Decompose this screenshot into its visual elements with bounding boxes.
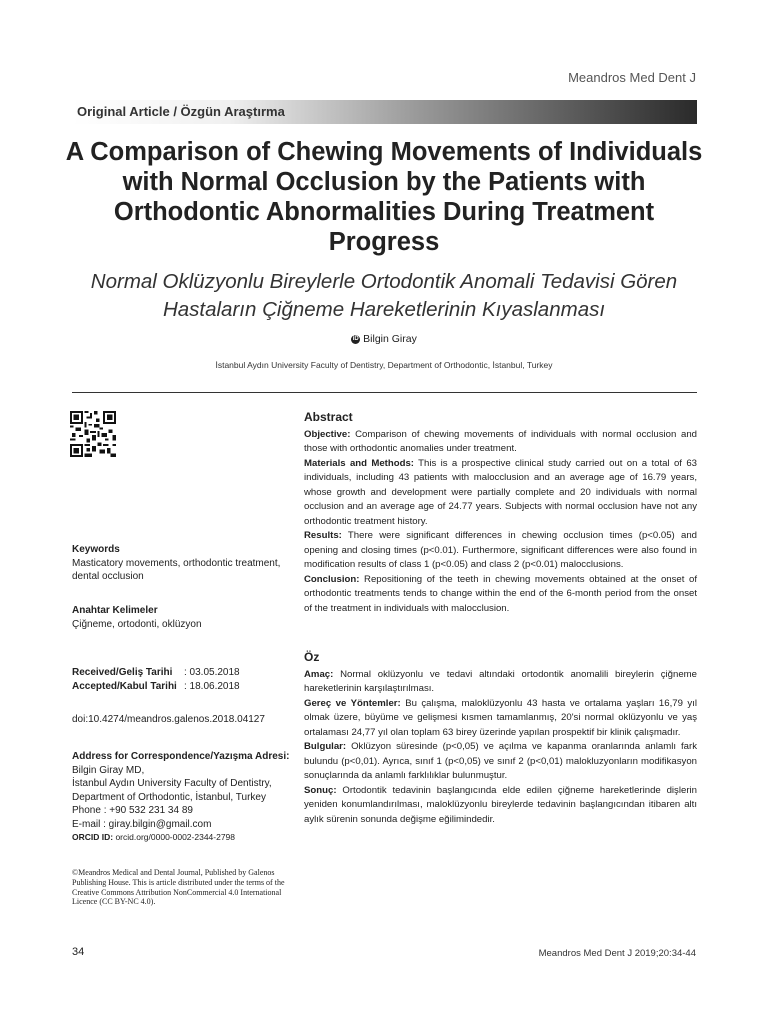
- correspondence-institution: İstanbul Aydın University Faculty of Dentistry,: [72, 778, 272, 789]
- keywords-tr-heading: Anahtar Kelimeler: [72, 605, 158, 616]
- bulgular-label: Bulgular:: [304, 741, 347, 752]
- orcid-icon[interactable]: iD: [352, 335, 359, 342]
- correspondence-name: Bilgin Giray MD,: [72, 764, 145, 776]
- footer-citation: Meandros Med Dent J 2019;20:34-44: [538, 948, 696, 959]
- keywords-tr-text: Çiğneme, ortodonti, oklüzyon: [72, 618, 202, 630]
- amac-text: Normal oklüzyonlu ve tedavi altındaki ortodontik anomalili bireylerin çiğneme hareketlerinin karşılaştırılması.: [304, 668, 697, 694]
- bulgular-text: Oklüzyon süresinde (p<0,05) ve açılma ve kapanma oranlarında anlamlı fark bulundu (p<0,01). Ayrıca, sınıf 1 (p<0,05) ve sınıf 2 (p<0,01) malokluzyonların modifikasyon sonuçlarında da anlamlı farklılıklar bulunmuştur.: [304, 741, 697, 781]
- abstract-conclusion: [304, 573, 697, 617]
- keywords-tr-block: [72, 604, 292, 631]
- received-value: : 03.05.2018: [184, 667, 240, 678]
- author-affiliation: İstanbul Aydın University Faculty of Dentistry, Department of Orthodontic, İstanbul, Turkey: [215, 360, 553, 370]
- page-number: 34: [72, 946, 85, 958]
- accepted-value: : 18.06.2018: [184, 680, 240, 692]
- oz-section: [304, 650, 697, 827]
- keywords-text: Masticatory movements, orthodontic treatment, dental occlusion: [72, 557, 281, 582]
- oz-amac: [304, 668, 697, 697]
- dates-block: [72, 666, 302, 693]
- sonuc-text: Ortodontik tedavinin başlangıcında elde edilen çiğneme hareketlerinde dişlerin yeniden konumlandırılması, maloklüzyonlu bireylerde tedavinin başlangıcından itibaren altı aylık sürenin sonunda değişme eğilimindedir.: [304, 784, 697, 825]
- orcid-link[interactable]: orcid.org/0000-0002-2344-2798: [113, 832, 236, 842]
- category-banner: [72, 100, 697, 124]
- accepted-label: Accepted/Kabul Tarihi: [72, 680, 177, 692]
- methods-label: Materials and Methods:: [304, 457, 414, 469]
- conclusion-text: Repositioning of the teeth in chewing movements obtained at the onset of orthodontic treatments tends to change within the end of the 6-month period from the onset of the treatment in individuals with malocclusion.: [304, 573, 697, 614]
- objective-text: Comparison of chewing movements of individuals with normal occlusion and those with orthodontic anomalies under treatment.: [304, 428, 697, 454]
- gerec-text: Bu çalışma, maloklüzyonlu 43 hasta ve ortalama yaşları 16,79 yıl olmak üzere, büyüme ve gelişmesi kısmen tamamlanmış, 20'si normal oklüzyonlu ve yaş ortalaması 24,77 yıl olan toplam 63 birey üzerinde yapılan prospektif bir klinik çalışmadır.: [304, 697, 697, 738]
- header-divider: [72, 392, 697, 393]
- objective-label: Objective:: [304, 428, 351, 440]
- keywords-heading: Keywords: [72, 544, 120, 555]
- correspondence-email[interactable]: E-mail : giray.bilgin@gmail.com: [72, 818, 212, 830]
- oz-bulgular: [304, 740, 697, 784]
- correspondence-block: [72, 750, 302, 845]
- copyright-notice: ©Meandros Medical and Dental Journal, Published by Galenos Publishing House. This is article distributed under the terms of the Creative Commons Attribution NonCommercial 4.0 International Licence (CC BY-NC 4.0).: [72, 868, 285, 907]
- oz-gerec: [304, 697, 697, 741]
- amac-label: Amaç:: [304, 668, 334, 680]
- abstract-methods: [304, 457, 697, 530]
- article-title: A Comparison of Chewing Movements of Individuals with Normal Occlusion by the Patients with Orthodontic Abnormalities During Treatment Progress: [65, 138, 703, 256]
- abstract-objective: [304, 428, 697, 457]
- article-category: Original Article / Özgün Araştırma: [77, 104, 285, 119]
- journal-name: Meandros Med Dent J: [568, 70, 696, 85]
- oz-sonuc: [304, 784, 697, 828]
- results-text: There were significant differences in chewing occlusion times (p<0.05) and opening and closing times (p<0.01). Furthermore, significant differences were also found in modification results of class 1 (p<0.05) and class 2 (p<0.01) malocclusions.: [304, 530, 697, 570]
- gerec-label: Gereç ve Yöntemler:: [304, 697, 401, 709]
- sonuc-label: Sonuç:: [304, 784, 337, 796]
- conclusion-label: Conclusion:: [304, 573, 360, 585]
- abstract-results: [304, 529, 697, 573]
- doi-link[interactable]: doi:10.4274/meandros.galenos.2018.04127: [72, 714, 265, 725]
- correspondence-department: Department of Orthodontic, İstanbul, Turkey: [72, 791, 266, 803]
- results-label: Results:: [304, 530, 342, 541]
- keywords-block: [72, 543, 292, 584]
- correspondence-phone: Phone : +90 532 231 34 89: [72, 805, 193, 816]
- received-label: Received/Geliş Tarihi: [72, 667, 173, 678]
- author-line: [0, 333, 768, 345]
- methods-text: This is a prospective clinical study carried out on a total of 63 individuals, including 43 patients with malocclusion and an average age of 16.79 years, whose growth and development were partially complete and 20 individuals with normal occlusion and an average age of 24.77 years. Subjects with normal occlusion have not any orthodontic treatment history.: [304, 457, 697, 527]
- author-name: Bilgin Giray: [363, 333, 417, 345]
- qr-code-icon: [70, 411, 116, 457]
- abstract-heading: Abstract: [304, 410, 353, 424]
- article-subtitle-tr: Normal Oklüzyonlu Bireylerle Ortodontik Anomali Tedavisi Gören Hastaların Çiğneme Hareketlerinin Kıyaslanması: [90, 270, 678, 321]
- abstract-section: [304, 410, 697, 616]
- orcid-label: ORCID ID:: [72, 832, 114, 842]
- oz-heading: Öz: [304, 650, 320, 664]
- correspondence-heading: Address for Correspondence/Yazışma Adresi:: [72, 751, 290, 762]
